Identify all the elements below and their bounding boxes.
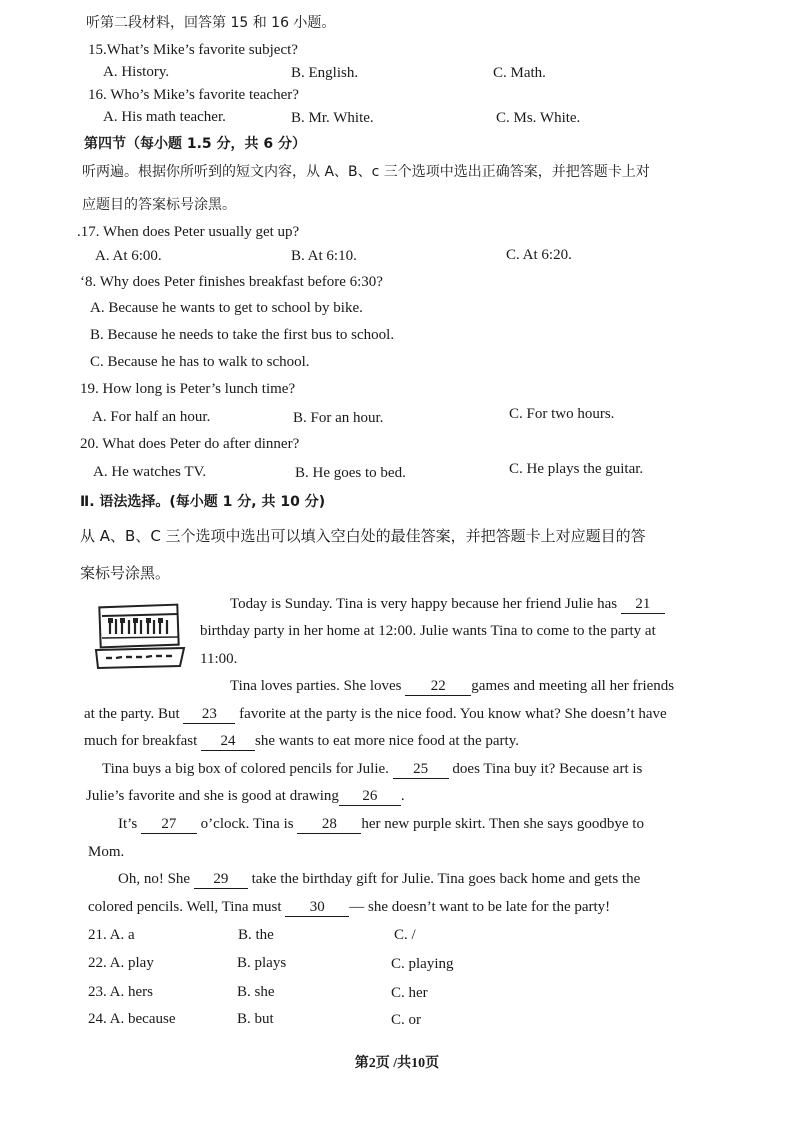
q23-option-b: B. she (237, 984, 275, 1000)
q21-option-a: 21. A. a (88, 927, 135, 943)
section4-instruction-line1: 听两遍。根据你所听到的短文内容，从 A、B、c 三个选项中选出正确答案，并把答题卡上对 (82, 164, 650, 180)
question-19-stem: 19. How long is Peter’s lunch time? (80, 381, 296, 397)
passage-line-11: Oh, no! She 29 take the birthday gift for Julie. Tina goes back home and gets the (118, 871, 641, 887)
q24-option-a: 24. A. because (88, 1011, 176, 1027)
question-15-stem: 15.What’s Mike’s favorite subject? (88, 42, 298, 58)
passage-line-4: Tina loves parties. She loves 22 games and meeting all her friends (230, 678, 675, 694)
q16-option-a: A. His math teacher. (103, 109, 226, 125)
passage-line-9: It’s 27 o’clock. Tina is 28 her new purple skirt. Then she says goodbye to (118, 816, 644, 832)
q18-option-a: A. Because he wants to get to school by bike. (90, 300, 363, 316)
passage-line-6: much for breakfast 24 she wants to eat more nice food at the party. (84, 733, 519, 749)
colored-pencils-illustration (92, 602, 190, 672)
q22-option-b: B. plays (237, 955, 287, 971)
passage-line-2: birthday party in her home at 12:00. Julie wants Tina to come to the party at (200, 623, 656, 639)
q24-option-b: B. but (237, 1011, 274, 1027)
blank-26: 26 (339, 789, 401, 806)
q15-option-a: A. History. (103, 64, 170, 80)
q24-option-c: C. or (391, 1012, 421, 1028)
passage-line-8: Julie’s favorite and she is good at drawing 26 . (86, 788, 405, 804)
q17-option-a: A. At 6:00. (95, 248, 162, 264)
q19-option-c: C. For two hours. (509, 406, 615, 422)
q23-option-c: C. her (391, 985, 428, 1001)
grammar-instruction-line1: 从 A、B、C 三个选项中选出可以填入空白处的最佳答案，并把答题卡上对应题目的答 (80, 527, 646, 545)
section4-instruction-line2: 应题目的答案标号涂黑。 (82, 197, 236, 213)
q21-option-c: C. / (394, 927, 416, 943)
q19-option-a: A. For half an hour. (92, 409, 211, 425)
q18-option-c: C. Because he has to walk to school. (90, 354, 310, 370)
grammar-heading: Ⅱ. 语法选择。(每小题 1 分, 共 10 分) (80, 494, 326, 510)
q20-option-a: A. He watches TV. (93, 464, 207, 480)
grammar-instruction-line2: 案标号涂黑。 (80, 564, 171, 582)
q15-option-b: B. English. (291, 65, 359, 81)
question-17-stem: .17. When does Peter usually get up? (77, 224, 300, 240)
question-20-stem: 20. What does Peter do after dinner? (80, 436, 300, 452)
blank-25: 25 (393, 762, 449, 779)
q16-option-b: B. Mr. White. (291, 110, 374, 126)
question-18-stem: ‘8. Why does Peter finishes breakfast before 6:30? (80, 274, 383, 290)
q21-option-b: B. the (238, 927, 274, 943)
passage-line-12: colored pencils. Well, Tina must 30 — she doesn’t want to be late for the party! (88, 899, 611, 915)
blank-27: 27 (141, 817, 197, 834)
q17-option-c: C. At 6:20. (506, 247, 572, 263)
passage-line-3: 11:00. (200, 651, 238, 667)
q22-option-c: C. playing (391, 956, 454, 972)
passage-line-5: at the party. But 23 favorite at the party is the nice food. You know what? She doesn’t have (84, 706, 667, 722)
q20-option-c: C. He plays the guitar. (509, 461, 644, 477)
page-footer: 第2页 /共10页 (354, 1056, 440, 1071)
blank-21: 21 (621, 597, 665, 614)
q18-option-b: B. Because he needs to take the first bus to school. (90, 327, 395, 343)
blank-22: 22 (405, 679, 471, 696)
q20-option-b: B. He goes to bed. (295, 465, 406, 481)
q22-option-a: 22. A. play (88, 955, 154, 971)
q19-option-b: B. For an hour. (293, 410, 384, 426)
blank-24: 24 (201, 734, 255, 751)
q17-option-b: B. At 6:10. (291, 248, 357, 264)
passage-line-7: Tina buys a big box of colored pencils for Julie. 25 does Tina buy it? Because art is (102, 761, 643, 777)
q16-option-c: C. Ms. White. (496, 110, 581, 126)
section4-heading: 第四节（每小题 1.5 分，共 6 分） (84, 136, 307, 152)
passage-line-10: Mom. (88, 844, 125, 860)
part2-intro: 听第二段材料，回答第 15 和 16 小题。 (86, 15, 336, 31)
blank-30: 30 (285, 900, 349, 917)
passage-line-1: Today is Sunday. Tina is very happy because her friend Julie has 21 (230, 597, 665, 614)
question-16-stem: 16. Who’s Mike’s favorite teacher? (88, 87, 299, 103)
blank-23: 23 (183, 707, 235, 724)
blank-29: 29 (194, 872, 248, 889)
q23-option-a: 23. A. hers (88, 984, 153, 1000)
blank-28: 28 (297, 817, 361, 834)
q15-option-c: C. Math. (493, 65, 546, 81)
